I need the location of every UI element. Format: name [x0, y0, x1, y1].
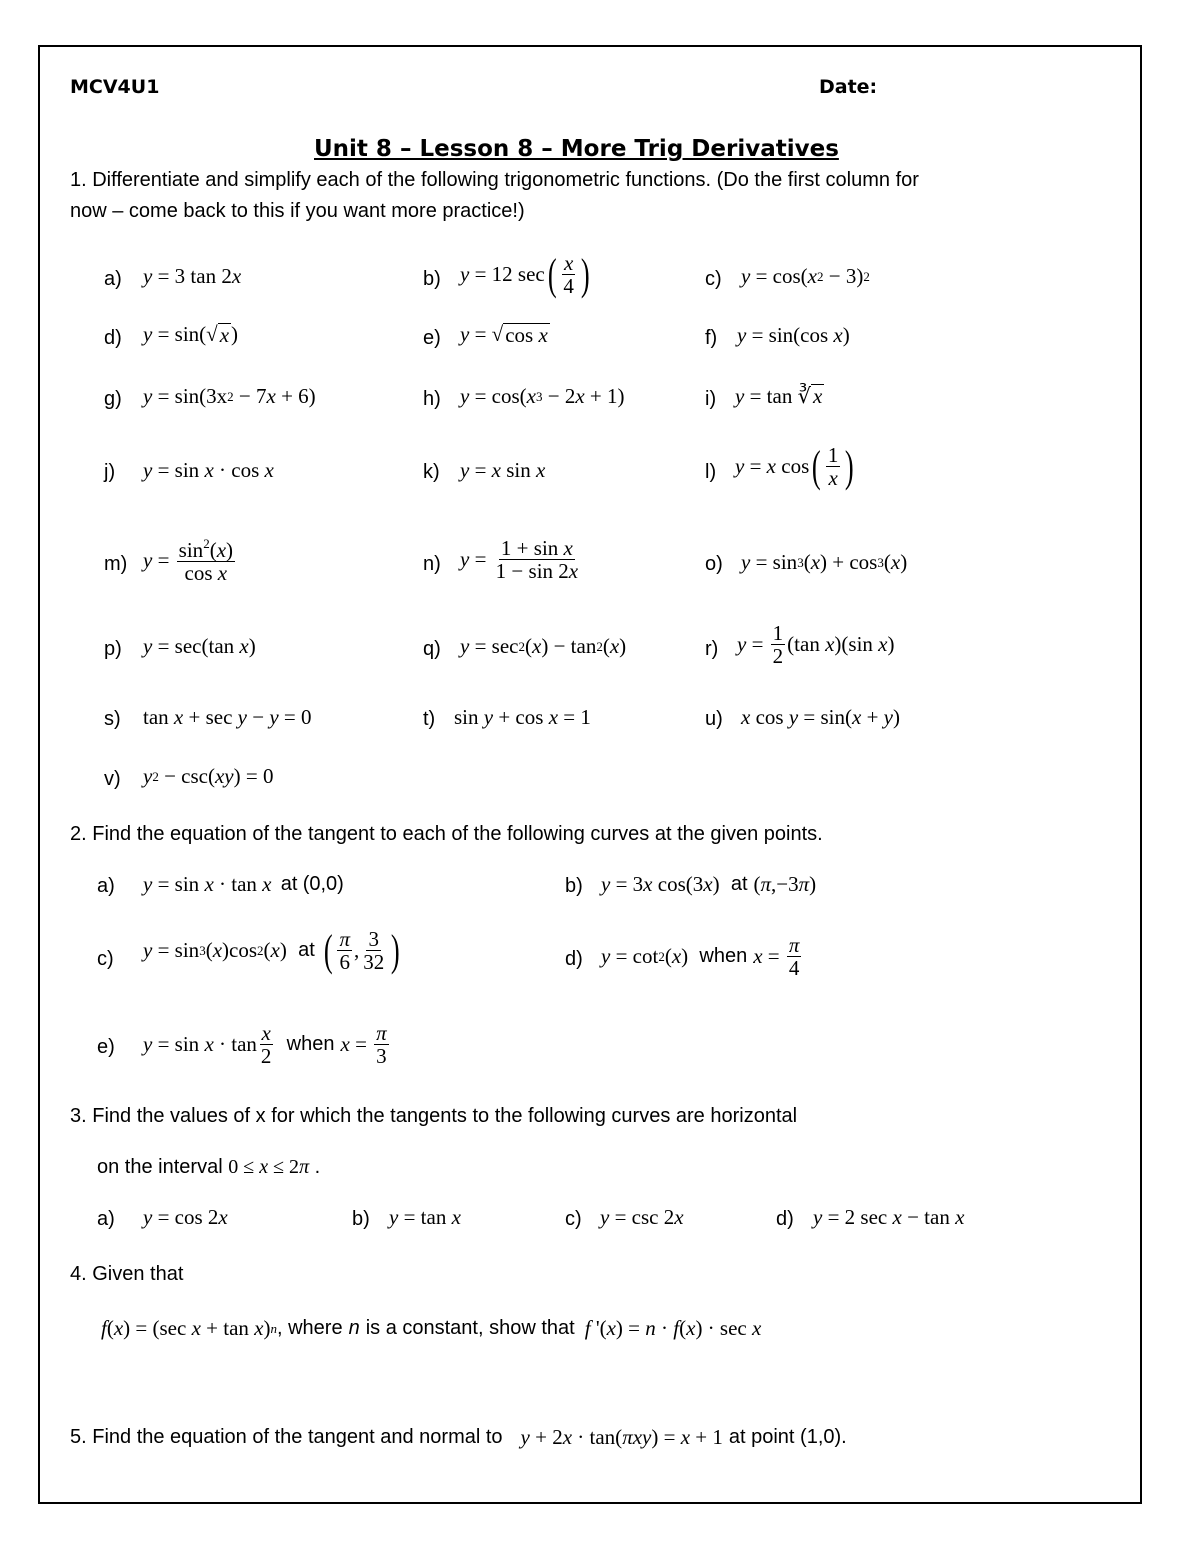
q1-label-c: c)	[705, 268, 722, 290]
q2-e-when: when	[286, 1033, 335, 1056]
q1-label-i: i)	[705, 388, 717, 410]
q1-expr-u: x cos y = sin( x + y )	[741, 705, 900, 729]
q5-statement	[70, 1425, 847, 1450]
q2-c-at: at	[298, 939, 315, 962]
q1-label-k: k)	[423, 461, 440, 483]
q2-label-b: b)	[565, 875, 583, 897]
q2-expr-a: y = sin x · tan x at (0,0)	[143, 872, 344, 896]
q5-expr: y + 2 x · tan( πxy ) = x + 1	[520, 1425, 723, 1449]
q5-suffix: at point (1,0).	[728, 1426, 847, 1448]
q1-label-u: u)	[705, 708, 723, 730]
q1-label-h: h)	[423, 388, 441, 410]
q1-label-o: o)	[705, 553, 723, 575]
q1-expr-o: y = sin 3 ( x ) + cos 3 ( x )	[741, 550, 908, 574]
q1-label-s: s)	[104, 708, 121, 730]
q1-intro: 1. Differentiate and simplify each of the following trigonometric functions. (Do the first column for	[70, 169, 919, 191]
q3-expr-d: y = 2 sec x − tan x	[813, 1205, 965, 1229]
q2-expr-d: y = cot 2 ( x ) when x = $\frac{\pi}{4}$	[601, 933, 800, 981]
q4-statement	[101, 1316, 761, 1341]
q2-a-at: at	[280, 873, 298, 895]
q1-label-l: l)	[705, 461, 717, 483]
q2-b-at: at	[730, 873, 748, 895]
q1-expr-b: y = 12 sec ( $\frac{x}{4}$ )	[460, 249, 590, 299]
q1-expr-q: y = sec 2 ( x ) − tan 2 ( x )	[460, 634, 627, 658]
q1-label-n: n)	[423, 553, 441, 575]
q1-expr-a: y = 3 tan 2 x	[143, 264, 242, 288]
q1-label-e: e)	[423, 327, 441, 349]
q1-expr-g: y = sin(3x 2 − 7 x + 6)	[143, 384, 316, 408]
q3-expr-c: y = csc 2 x	[600, 1205, 684, 1229]
q4-n-var: n	[348, 1317, 360, 1339]
q1-expr-f: y = sin(cos x )	[737, 323, 850, 347]
q4-expr-f: f ( x ) = (sec x + tan x ) n	[101, 1316, 277, 1340]
q3-intro: 3. Find the values of x for which the tangents to the following curves are horizontal	[70, 1105, 798, 1127]
q2-a-point: (0,0)	[302, 873, 344, 895]
q1-expr-l: y = x cos ( $\frac{1}{x}$ )	[735, 441, 855, 491]
q3-label-a: a)	[97, 1208, 115, 1230]
q1-expr-p: y = sec(tan x )	[143, 634, 256, 658]
q1-label-p: p)	[104, 638, 122, 660]
q4-rest: is a constant, show that	[365, 1317, 575, 1339]
q3-label-c: c)	[565, 1208, 582, 1230]
q5-intro: 5. Find the equation of the tangent and normal to	[70, 1426, 503, 1448]
q3-interval-prefix: on the interval	[97, 1156, 223, 1178]
q1-label-g: g)	[104, 388, 122, 410]
q1-expr-e: y = √ cos x	[460, 322, 548, 347]
q1-expr-s: tan x + sec y − y = 0	[143, 705, 312, 729]
q2-expr-b: y = 3 x cos(3 x ) at ( π ,−3 π )	[601, 872, 817, 896]
q1-label-m: m)	[104, 553, 128, 575]
q1-label-a: a)	[104, 268, 122, 290]
q1-expr-n: y = $\frac{\text{1 + sin x}}{1 - \sin 2x}$	[460, 536, 579, 584]
q1-label-t: t)	[423, 708, 436, 730]
q3-expr-b: y = tan x	[389, 1205, 461, 1229]
q3-label-d: d)	[776, 1208, 794, 1230]
q1-expr-m: y = $\frac{\sin^2(x)}{\text{cos x}}$	[143, 536, 234, 586]
q1-intro-cont: now – come back to this if you want more practice!)	[70, 200, 525, 222]
q2-label-d: d)	[565, 948, 583, 970]
q2-expr-e: y = sin x · tan $\frac{x}{2}$ when x = $\frac{\pi}{3}$	[143, 1021, 387, 1069]
page-title: Unit 8 – Lesson 8 – More Trig Derivatives	[314, 136, 839, 162]
course-code: MCV4U1	[70, 76, 160, 98]
q4-where: , where	[276, 1317, 343, 1339]
q1-expr-j: y = sin x · cos x	[143, 458, 274, 482]
q1-label-q: q)	[423, 638, 441, 660]
q3-expr-a: y = cos 2 x	[143, 1205, 228, 1229]
q1-label-j: j)	[104, 461, 116, 483]
q4-intro: 4. Given that	[70, 1263, 184, 1285]
q1-expr-d: y = sin( √ x )	[143, 322, 239, 347]
q1-expr-i: y = tan ∛ x	[735, 384, 823, 409]
q1-label-v: v)	[104, 768, 121, 790]
q2-d-when: when	[699, 945, 748, 968]
date-label: Date:	[819, 76, 878, 98]
q1-label-d: d)	[104, 327, 122, 349]
q2-label-e: e)	[97, 1036, 115, 1058]
q1-expr-r: y = $\frac{1}{2}$ (tan x )(sin x )	[737, 621, 895, 669]
q1-expr-c: y = cos( x 2 − 3) 2	[741, 264, 870, 288]
q1-expr-t: sin y + cos x = 1	[454, 705, 591, 729]
q2-intro: 2. Find the equation of the tangent to each of the following curves at the given points.	[70, 823, 823, 845]
q1-label-f: f)	[705, 327, 718, 349]
q4-expr-derivative: f '( x ) = n · f ( x ) · sec x	[584, 1316, 762, 1340]
q3-interval: on the interval 0 ≤ x ≤ 2 π .	[97, 1156, 321, 1178]
q1-expr-k: y = x sin x	[460, 458, 546, 482]
q2-label-c: c)	[97, 948, 114, 970]
q1-expr-h: y = cos( x 3 − 2 x + 1)	[460, 384, 625, 408]
q1-expr-v: y 2 − csc( xy ) = 0	[143, 764, 274, 788]
q2-expr-c: y = sin 3 ( x )cos 2 ( x ) at ( $\frac{\pi}{6}$ , $\frac{3}{32}$ )	[143, 925, 400, 975]
q1-label-r: r)	[705, 638, 719, 660]
q2-label-a: a)	[97, 875, 115, 897]
q3-label-b: b)	[352, 1208, 370, 1230]
q1-label-b: b)	[423, 268, 441, 290]
